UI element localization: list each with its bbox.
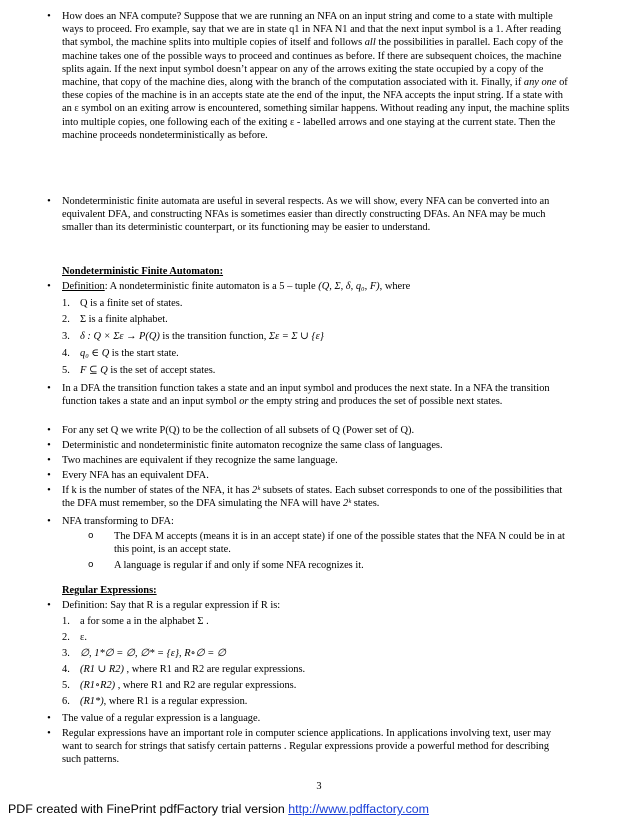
bullet-power-set: • For any set Q we write P(Q) to be the collection of all subsets of Q (Power set of Q).: [62, 424, 570, 437]
regex-item-3: 3. ∅, 1*∅ = ∅, ∅* = {ε}, R∘∅ = ∅: [62, 648, 226, 659]
bullet-icon: •: [47, 485, 51, 496]
definition-item-3: 3. δ : Q × Σε → P(Q) is the transition function, Σε = Σ ∪ {ε}: [62, 331, 324, 342]
bullet-icon: •: [47, 425, 51, 436]
bullet-icon: •: [47, 440, 51, 451]
sub-bullet-icon: o: [88, 560, 94, 570]
bullet-icon: •: [47, 455, 51, 466]
bullet-same-class: • Deterministic and nondeterministic finite automaton recognize the same class of languages.: [62, 439, 570, 452]
regex-item-2: 2. ε.: [62, 632, 87, 643]
bullet-icon: •: [47, 196, 51, 207]
definition-item-4: 4. q₀ ∈ Q is the start state.: [62, 348, 179, 359]
bullet-every-nfa: • Every NFA has an equivalent DFA.: [62, 469, 570, 482]
regex-item-1: 1. a for some a in the alphabet Σ .: [62, 616, 209, 627]
bullet-regex-applications: • Regular expressions have an important role in computer science applications. In applications involving text, user may want to search for strings that satisfy certain patterns . Regular expressions provide a powerful method for describing such patterns.: [62, 727, 570, 767]
bullet-subsets: • If k is the number of states of the NFA, it has 2ᵏ subsets of states. Each subset corresponds to one of the possibilities that the DFA must remember, so the DFA simulating the NFA will have 2ᵏ states.: [62, 484, 570, 510]
regex-item-5: 5. (R1∘R2) , where R1 and R2 are regular expressions.: [62, 680, 297, 691]
bullet-icon: •: [47, 516, 51, 527]
sub-bullet-dfa-accepts: o The DFA M accepts (means it is in an accept state) if one of the possible states that the NFA N could be in at this point, is an accept state.: [88, 531, 565, 556]
definition-item-5: 5. F ⊆ Q is the set of accept states.: [62, 365, 216, 376]
footer-link[interactable]: http://www.pdffactory.com: [288, 802, 429, 816]
bullet-icon: •: [47, 470, 51, 481]
pdf-footer: [8, 803, 429, 816]
bullet-nfa-to-dfa: • NFA transforming to DFA:: [62, 515, 570, 528]
bullet-paragraph-transition: • In a DFA the transition function takes a state and an input symbol and produces the next state. In a NFA the transition function takes a state and an input symbol or the empty string and produces the set of possible next states.: [62, 382, 570, 408]
bullet-icon: •: [47, 728, 51, 739]
sub-bullet-icon: o: [88, 531, 94, 541]
section-heading-nfa: Nondeterministic Finite Automaton:: [62, 266, 224, 277]
regex-item-4: 4. (R1 ∪ R2) , where R1 and R2 are regular expressions.: [62, 664, 306, 675]
regex-item-6: 6. (R1*), where R1 is a regular expression.: [62, 696, 248, 707]
footer-text: PDF created with FinePrint pdfFactory trial version: [8, 802, 289, 816]
bullet-regex-value: • The value of a regular expression is a language.: [62, 712, 570, 725]
bullet-icon: •: [47, 11, 51, 22]
page-number: 3: [316, 781, 322, 792]
definition-item-2: 2. Σ is a finite alphabet.: [62, 314, 168, 325]
bullet-icon: •: [47, 600, 51, 611]
bullet-definition-nfa: • Definition: A nondeterministic finite automaton is a 5 – tuple (Q, Σ, δ, q₀, F), where: [62, 280, 570, 293]
bullet-icon: •: [47, 713, 51, 724]
section-heading-regex: Regular Expressions:: [62, 585, 157, 596]
bullet-icon: •: [47, 281, 51, 292]
definition-item-1: 1. Q is a finite set of states.: [62, 298, 183, 309]
bullet-paragraph-nfa-compute: • How does an NFA compute? Suppose that we are running an NFA on an input string and come to a state with multiple ways to proceed. Fro example, say that we are in state q1 in NFA N1 and that the next input symbol is a 1. After reading that symbol, the machine splits into multiple copies of itself and follows all the possibilities in parallel. Each copy of the machine takes one of the possible ways to proceed and continues as before. If there are subsequent choices, the machine splits again. If the next input symbol doesn’t appear on any of the arrows exiting the state occupied by a copy of the machine, that copy of the machine dies, along with the branch of the computation associated with it. Finally, if any one of these copies of the machine is in an accepts state ate the end of the input, the NFA accepts the input string. If a state with an ε symbol on an exiting arrow is encountered, something similar happens. Without reading any input, the machine splits into multiple copies, one following each of the exiting ε - labelled arrows and one staying at the current state. Then the machine proceeds nondeterministically as before.: [62, 10, 570, 142]
bullet-icon: •: [47, 383, 51, 394]
sub-bullet-regular-iff: o A language is regular if and only if some NFA recognizes it.: [88, 560, 364, 571]
bullet-paragraph-nfa-useful: • Nondeterministic finite automata are useful in several respects. As we will show, every NFA can be converted into an equivalent DFA, and constructing NFAs is sometimes easier than directly constructing DFAs. An NFA may be much smaller than its deterministic counterpart, or its functioning may be easier to understand.: [62, 195, 570, 235]
bullet-regex-definition: • Definition: Say that R is a regular expression if R is:: [62, 599, 570, 612]
bullet-equivalent: • Two machines are equivalent if they recognize the same language.: [62, 454, 570, 467]
